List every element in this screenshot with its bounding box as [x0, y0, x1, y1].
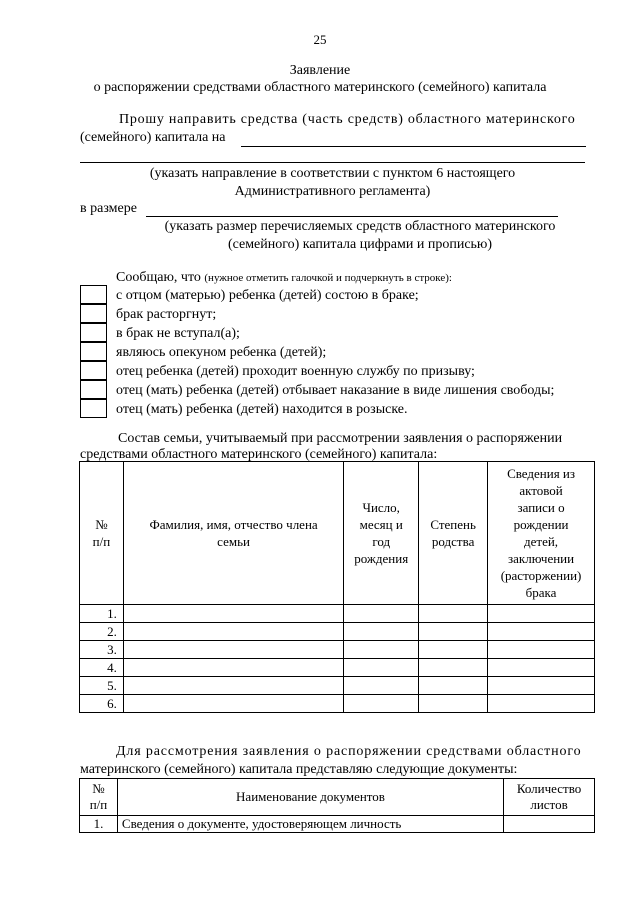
- row-number: 6.: [80, 695, 124, 713]
- document-name-cell: Сведения о документе, удостоверяющем личность: [117, 816, 503, 833]
- table-row: [80, 659, 595, 677]
- amount-hint: (указать размер перечисляемых средств областного материнского (семейного) капитала цифрами и прописью): [164, 219, 556, 252]
- status-option-married: с отцом (матерью) ребенка (детей) состою в браке;: [116, 288, 419, 303]
- relation-cell[interactable]: [419, 641, 488, 659]
- checkbox-divorced[interactable]: [80, 304, 107, 323]
- relation-cell[interactable]: [419, 605, 488, 623]
- status-intro-note: (нужное отметить галочкой и подчеркнуть в строке):: [204, 272, 452, 284]
- relation-cell[interactable]: [419, 677, 488, 695]
- family-table-header: [80, 462, 595, 605]
- title-line-2: о распоряжении средствами областного материнского (семейного) капитала: [93, 80, 547, 95]
- status-option-military: отец ребенка (детей) проходит военную службу по призыву;: [116, 364, 475, 379]
- documents-intro-line-1: Для рассмотрения заявления о распоряжении средствами областного: [116, 744, 582, 759]
- row-number: 4.: [80, 659, 124, 677]
- request-line-1: Прошу направить средства (часть средств) областного материнского: [119, 112, 576, 127]
- row-number: 3.: [80, 641, 124, 659]
- family-intro-line-2: средствами областного материнского (семейного) капитала:: [80, 447, 438, 462]
- table-row: [80, 605, 595, 623]
- documents-table-header: [80, 779, 595, 816]
- checkbox-never-married[interactable]: [80, 323, 107, 342]
- record-cell[interactable]: [488, 641, 595, 659]
- status-option-guardian: являюсь опекуном ребенка (детей);: [116, 345, 327, 360]
- documents-col-name: Наименование документов: [117, 779, 503, 816]
- amount-input-line[interactable]: [146, 216, 558, 217]
- record-cell[interactable]: [488, 695, 595, 713]
- checkbox-military[interactable]: [80, 361, 107, 380]
- row-number: 1.: [80, 605, 124, 623]
- direction-input-line[interactable]: [241, 146, 586, 147]
- checkbox-guardian[interactable]: [80, 342, 107, 361]
- dob-cell[interactable]: [344, 641, 419, 659]
- checkbox-imprisoned[interactable]: [80, 380, 107, 399]
- status-option-wanted: отец (мать) ребенка (детей) находится в розыске.: [116, 402, 408, 417]
- document-count-cell[interactable]: [504, 816, 595, 833]
- title-line-1: Заявление: [289, 63, 351, 78]
- dob-cell[interactable]: [344, 605, 419, 623]
- table-row: [80, 816, 595, 833]
- record-cell[interactable]: [488, 623, 595, 641]
- direction-hint: (указать направление в соответствии с пунктом 6 настоящего Административного регламента): [149, 166, 516, 199]
- name-cell[interactable]: [123, 659, 343, 677]
- record-cell[interactable]: [488, 659, 595, 677]
- name-cell[interactable]: [123, 677, 343, 695]
- table-row: [80, 695, 595, 713]
- status-intro: Сообщаю, что (нужное отметить галочкой и подчеркнуть в строке):: [116, 270, 452, 285]
- name-cell[interactable]: [123, 641, 343, 659]
- checkbox-married[interactable]: [80, 285, 107, 304]
- family-col-dob: Число, месяц и год рождения: [344, 462, 419, 605]
- request-line-2: (семейного) капитала на: [80, 130, 226, 145]
- record-cell[interactable]: [488, 677, 595, 695]
- status-option-never-married: в брак не вступал(а);: [116, 326, 240, 341]
- status-option-divorced: брак расторгнут;: [116, 307, 217, 322]
- relation-cell[interactable]: [419, 659, 488, 677]
- relation-cell[interactable]: [419, 623, 488, 641]
- amount-label: в размере: [80, 201, 137, 216]
- table-row: [80, 677, 595, 695]
- row-number: 5.: [80, 677, 124, 695]
- family-col-name: Фамилия, имя, отчество члена семьи: [123, 462, 343, 605]
- direction-input-line-2[interactable]: [80, 162, 585, 163]
- documents-col-count: Количество листов: [504, 779, 595, 816]
- name-cell[interactable]: [123, 695, 343, 713]
- family-intro-line-1: Состав семьи, учитываемый при рассмотрении заявления о распоряжении: [118, 431, 563, 446]
- family-table: [79, 461, 595, 713]
- name-cell[interactable]: [123, 623, 343, 641]
- record-cell[interactable]: [488, 605, 595, 623]
- page-number: 25: [313, 32, 327, 47]
- row-number: 1.: [80, 816, 118, 833]
- documents-table: [79, 778, 595, 833]
- family-col-record: Сведения из актовой записи о рождении детей, заключении (расторжении) брака: [488, 462, 595, 605]
- documents-intro-line-2: материнского (семейного) капитала представляю следующие документы:: [80, 762, 518, 777]
- row-number: 2.: [80, 623, 124, 641]
- name-cell[interactable]: [123, 605, 343, 623]
- family-col-relation: Степень родства: [419, 462, 488, 605]
- dob-cell[interactable]: [344, 623, 419, 641]
- documents-col-num: № п/п: [80, 779, 118, 816]
- dob-cell[interactable]: [344, 677, 419, 695]
- dob-cell[interactable]: [344, 659, 419, 677]
- checkbox-wanted[interactable]: [80, 399, 107, 418]
- status-option-imprisoned: отец (мать) ребенка (детей) отбывает наказание в виде лишения свободы;: [116, 383, 555, 398]
- table-row: [80, 623, 595, 641]
- table-row: [80, 641, 595, 659]
- family-col-num: № п/п: [80, 462, 124, 605]
- document-title: [0, 62, 640, 96]
- relation-cell[interactable]: [419, 695, 488, 713]
- dob-cell[interactable]: [344, 695, 419, 713]
